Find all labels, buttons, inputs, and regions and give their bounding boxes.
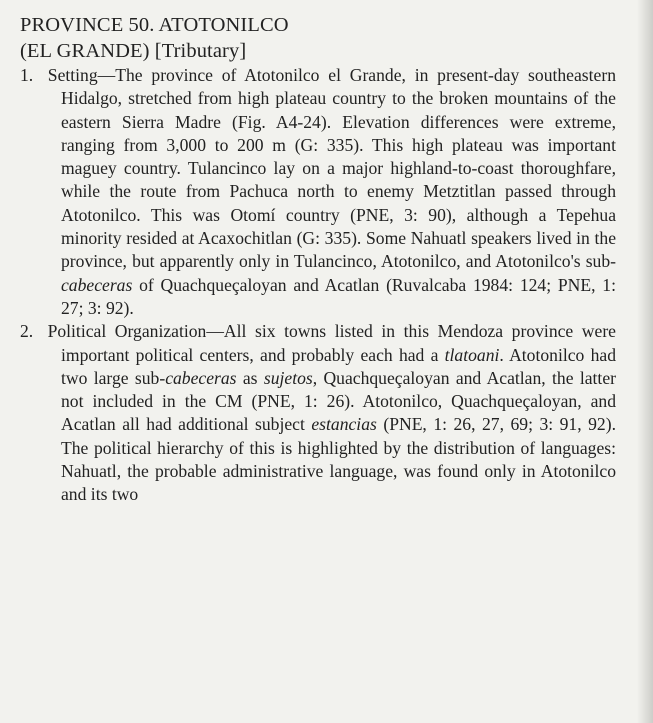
section-paragraph — [20, 320, 616, 506]
section-text: , Quachqueçaloyan and Acatlan, the latter not included in the CM (PNE, 1: 26). Atotonilco, Quachqueçaloyan, and Acatlan all had additional subject — [61, 367, 616, 435]
section-political-organization — [20, 320, 616, 506]
section-italic-term: cabeceras — [165, 367, 237, 388]
document-page — [20, 12, 616, 507]
section-text: . Atotonilco had two large sub- — [61, 344, 616, 388]
section-italic-term: sujetos — [263, 367, 313, 388]
section-text-end: (PNE, 1: 26, 27, 69; 3: 91, 92). The political hierarchy of this is highlighted by the distribution of languages: Nahuatl, the probable administrative language, was found only in Atotonilco and its two — [61, 414, 616, 505]
section-italic-term: tlatoani — [444, 344, 500, 365]
section-paragraph — [20, 64, 616, 320]
section-number: 2. — [20, 321, 34, 342]
page-edge-shadow — [637, 0, 653, 723]
section-number: 1. — [20, 65, 34, 85]
section-text: The province of Atotonilco el Grande, in present-day southeastern Hidalgo, stretched from high plateau country to the broken mountains of the eastern Sierra Madre (Fig. A4-24). Elevation differences were extreme, ranging from 3,000 to 200 m (G: 335). This high plateau was important maguey country. Tulancinco lay on a major highland-to-coast thoroughfare, while the route from Pachuca north to enemy Metztitlan passed through Atotonilco. This was Otomí country (PNE, 3: 90), although a Tepehua minority resided at Acaxochitlan (G: 335). Some Nahuatl speakers lived in the province, but apparently only in Tulancinco, Atotonilco, and Atotonilco's sub- — [61, 65, 616, 272]
section-title: Setting— — [47, 65, 116, 85]
section-text: as — [236, 367, 264, 388]
section-text: All six towns listed in this Mendoza province were important political centers, and probably each had a — [61, 321, 616, 365]
section-setting — [20, 64, 616, 320]
page-title — [20, 12, 616, 64]
title-line-1: PROVINCE 50. ATOTONILCO — [20, 14, 289, 36]
section-text-end: of Quachqueçaloyan and Acatlan (Ruvalcaba 1984: 124; PNE, 1: 27; 3: 92). — [61, 274, 616, 318]
section-italic-term: cabeceras — [61, 274, 133, 295]
section-italic-term: estancias — [311, 414, 377, 435]
title-line-2: (EL GRANDE) [Tributary] — [20, 40, 247, 62]
section-title: Political Organization— — [47, 321, 224, 342]
